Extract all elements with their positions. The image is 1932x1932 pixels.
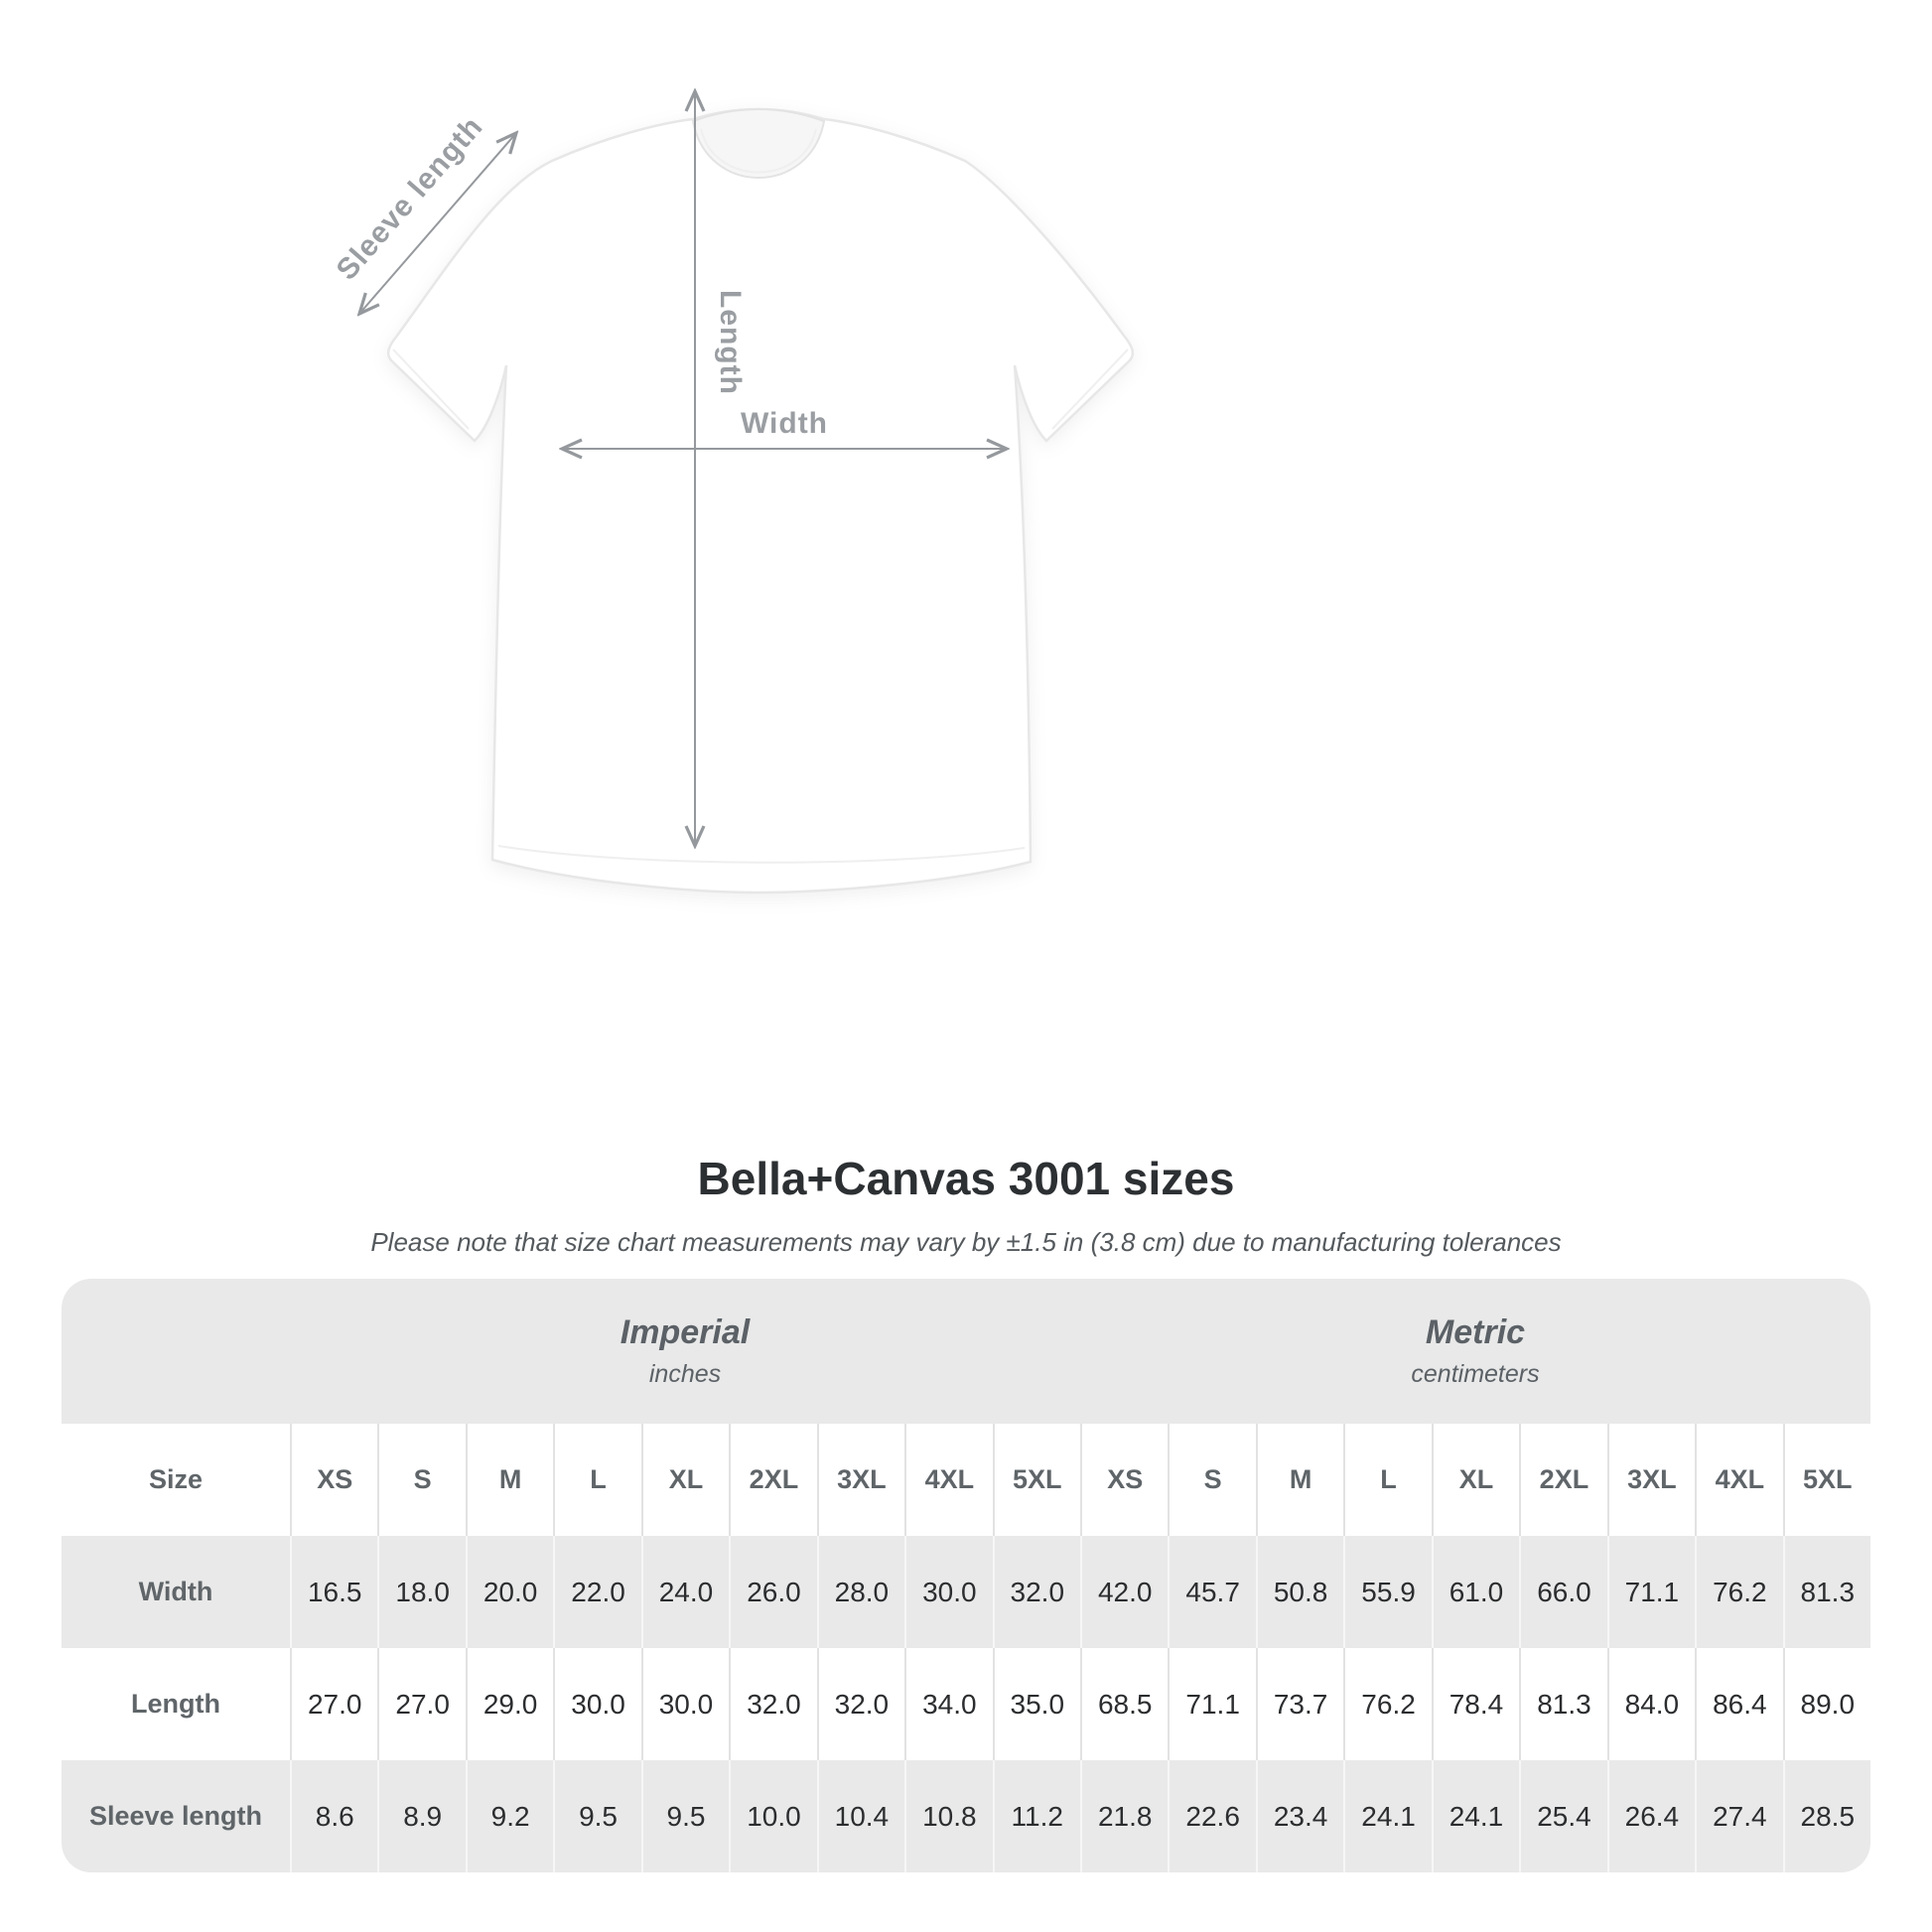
table-row xyxy=(62,1536,1870,1648)
table-cell: 18.0 xyxy=(377,1536,465,1648)
size-header-cell: S xyxy=(1168,1424,1255,1536)
table-cell: 26.4 xyxy=(1607,1760,1695,1872)
size-header-cell: 5XL xyxy=(1783,1424,1870,1536)
sleeve-length-label: Sleeve length xyxy=(330,110,489,287)
size-header-cell: XS xyxy=(1080,1424,1168,1536)
table-cell: 66.0 xyxy=(1519,1536,1606,1648)
table-cell: 23.4 xyxy=(1256,1760,1343,1872)
table-cell: 27.4 xyxy=(1695,1760,1782,1872)
table-cell: 22.6 xyxy=(1168,1760,1255,1872)
tolerance-note: Please note that size chart measurements may vary by ±1.5 in (3.8 cm) due to manufacturing tolerances xyxy=(370,1227,1562,1257)
table-cell: 32.0 xyxy=(729,1648,816,1760)
row-label: Width xyxy=(138,1577,213,1606)
page-title: Bella+Canvas 3001 sizes xyxy=(697,1153,1235,1204)
table-cell: 22.0 xyxy=(553,1536,640,1648)
size-column-header: Size xyxy=(148,1464,204,1494)
size-header-row xyxy=(62,1424,1870,1536)
table-cell: 10.4 xyxy=(817,1760,904,1872)
table-cell: 9.2 xyxy=(466,1760,553,1872)
size-header-cell: L xyxy=(553,1424,640,1536)
table-cell: 29.0 xyxy=(466,1648,553,1760)
table-cell: 76.2 xyxy=(1343,1648,1431,1760)
table-cell: 24.1 xyxy=(1432,1760,1519,1872)
table-cell: 78.4 xyxy=(1432,1648,1519,1760)
table-cell: 68.5 xyxy=(1080,1648,1168,1760)
table-cell: 71.1 xyxy=(1168,1648,1255,1760)
size-header-cell: 5XL xyxy=(993,1424,1080,1536)
table-cell: 45.7 xyxy=(1168,1536,1255,1648)
size-header-cell: 4XL xyxy=(904,1424,992,1536)
row-label: Sleeve length xyxy=(88,1801,263,1831)
length-label: Length xyxy=(714,290,747,395)
table-cell: 84.0 xyxy=(1607,1648,1695,1760)
table-cell: 24.1 xyxy=(1343,1760,1431,1872)
table-row xyxy=(62,1760,1870,1872)
size-table-body xyxy=(62,1536,1870,1872)
imperial-units-label: inches xyxy=(648,1360,722,1388)
unit-header-band xyxy=(62,1279,1870,1424)
table-cell: 81.3 xyxy=(1519,1648,1606,1760)
table-cell: 81.3 xyxy=(1783,1536,1870,1648)
table-cell: 26.0 xyxy=(729,1536,816,1648)
table-cell: 61.0 xyxy=(1432,1536,1519,1648)
table-cell: 10.8 xyxy=(904,1760,992,1872)
size-header-cell: XL xyxy=(1432,1424,1519,1536)
table-cell: 9.5 xyxy=(553,1760,640,1872)
size-header-cell: L xyxy=(1343,1424,1431,1536)
metric-label: Metric xyxy=(1425,1313,1526,1351)
size-header-cell: 2XL xyxy=(1519,1424,1606,1536)
table-cell: 8.9 xyxy=(377,1760,465,1872)
table-cell: 9.5 xyxy=(641,1760,729,1872)
table-cell: 25.4 xyxy=(1519,1760,1606,1872)
table-cell: 86.4 xyxy=(1695,1648,1782,1760)
table-cell: 32.0 xyxy=(817,1648,904,1760)
size-table xyxy=(62,1279,1870,1872)
imperial-label: Imperial xyxy=(620,1313,751,1351)
size-header-cell: XL xyxy=(641,1424,729,1536)
table-row xyxy=(62,1648,1870,1760)
tshirt-illustration xyxy=(388,109,1133,893)
size-header-cell: 3XL xyxy=(1607,1424,1695,1536)
table-cell: 21.8 xyxy=(1080,1760,1168,1872)
size-header-cell: 2XL xyxy=(729,1424,816,1536)
size-header-cell: M xyxy=(1256,1424,1343,1536)
table-cell: 55.9 xyxy=(1343,1536,1431,1648)
table-cell: 27.0 xyxy=(290,1648,377,1760)
table-cell: 20.0 xyxy=(466,1536,553,1648)
table-cell: 89.0 xyxy=(1783,1648,1870,1760)
table-cell: 27.0 xyxy=(377,1648,465,1760)
size-header-cell: 3XL xyxy=(817,1424,904,1536)
table-cell: 24.0 xyxy=(641,1536,729,1648)
table-cell: 42.0 xyxy=(1080,1536,1168,1648)
table-cell: 34.0 xyxy=(904,1648,992,1760)
metric-units-label: centimeters xyxy=(1411,1360,1540,1388)
table-cell: 11.2 xyxy=(993,1760,1080,1872)
table-cell: 32.0 xyxy=(993,1536,1080,1648)
table-cell: 71.1 xyxy=(1607,1536,1695,1648)
table-cell: 8.6 xyxy=(290,1760,377,1872)
size-header-cell: M xyxy=(466,1424,553,1536)
table-cell: 30.0 xyxy=(641,1648,729,1760)
table-cell: 35.0 xyxy=(993,1648,1080,1760)
width-label: Width xyxy=(740,407,829,440)
table-cell: 28.0 xyxy=(817,1536,904,1648)
table-cell: 73.7 xyxy=(1256,1648,1343,1760)
table-cell: 28.5 xyxy=(1783,1760,1870,1872)
table-cell: 30.0 xyxy=(904,1536,992,1648)
table-cell: 16.5 xyxy=(290,1536,377,1648)
imperial-header-group xyxy=(290,1279,1080,1424)
metric-header-group xyxy=(1080,1279,1870,1424)
row-label: Length xyxy=(131,1689,220,1719)
size-header-cell: S xyxy=(377,1424,465,1536)
table-cell: 10.0 xyxy=(729,1760,816,1872)
table-cell: 50.8 xyxy=(1256,1536,1343,1648)
table-cell: 30.0 xyxy=(553,1648,640,1760)
size-header-cell: 4XL xyxy=(1695,1424,1782,1536)
table-cell: 76.2 xyxy=(1695,1536,1782,1648)
size-header-cell: XS xyxy=(290,1424,377,1536)
